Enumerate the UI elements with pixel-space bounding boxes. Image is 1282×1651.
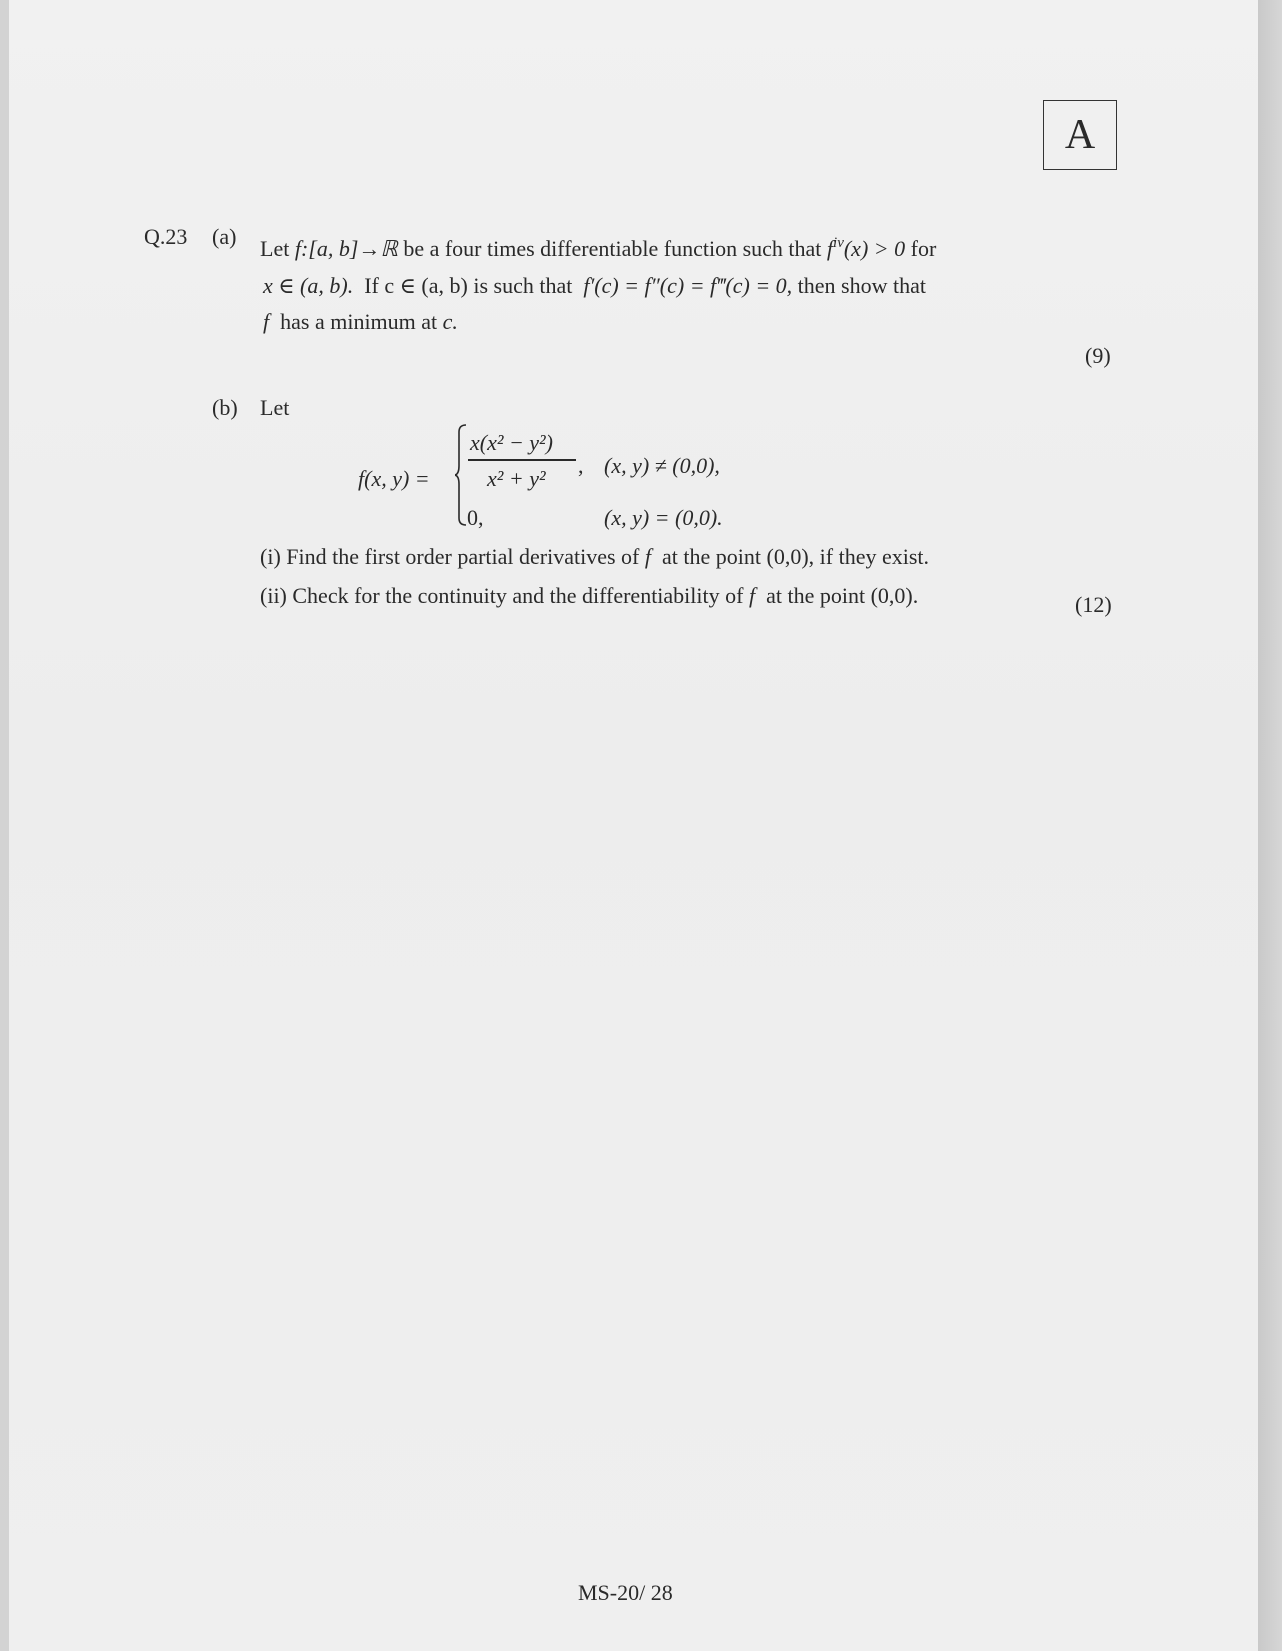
math-if-c: If c ∈ (a, b) xyxy=(364,273,468,298)
math-domain: :[a, b]→ℝ xyxy=(300,236,398,261)
part-b-item-i xyxy=(260,546,929,568)
text-at-the-point: at the point xyxy=(766,583,866,608)
math-x-in-interval: x ∈ (a, b). xyxy=(263,273,354,298)
math-origin: (0,0), xyxy=(766,544,815,569)
set-label: A xyxy=(1064,112,1096,158)
part-a-label: (a) xyxy=(212,224,237,249)
question-number: Q.23 xyxy=(144,224,188,249)
math-c: c. xyxy=(442,309,458,334)
math-derivatives: f′(c) = f″(c) = f‴(c) = 0, xyxy=(583,273,793,298)
part-a-line-1 xyxy=(260,236,936,260)
fraction-comma: , xyxy=(578,453,584,478)
left-brace xyxy=(455,424,467,526)
part-a-line-3 xyxy=(263,311,458,333)
function-lhs: f(x, y) = xyxy=(358,466,430,491)
part-b-marks: (12) xyxy=(1075,592,1112,617)
math-fiv: f xyxy=(826,236,834,261)
text-has-minimum: has a minimum at xyxy=(280,309,438,334)
part-b-label: (b) xyxy=(212,395,238,420)
fraction-bar xyxy=(468,459,576,461)
case-2-value: 0, xyxy=(467,505,484,530)
fraction-denominator: x² + y² xyxy=(487,466,546,491)
math-f: f xyxy=(263,309,270,334)
text-for: for xyxy=(910,236,937,261)
case-2-condition: (x, y) = (0,0). xyxy=(604,505,723,530)
math-f: f xyxy=(748,583,756,608)
part-b-let: Let xyxy=(260,395,290,420)
scan-edge-left xyxy=(0,0,9,1651)
text-such-that: is such that xyxy=(473,273,573,298)
scan-edge-right xyxy=(1258,0,1282,1651)
text-if-exist: if they exist. xyxy=(819,544,930,569)
math-iv-superscript: iv xyxy=(833,235,844,251)
math-f: f xyxy=(644,544,652,569)
set-label-box xyxy=(1043,100,1117,170)
text-differentiable: be a four times differentiable function such that xyxy=(403,236,822,261)
page-footer: MS-20/ 28 xyxy=(578,1580,673,1605)
text-check-continuity: (ii) Check for the continuity and the differentiability of xyxy=(260,583,744,608)
part-b-item-ii xyxy=(260,585,918,607)
part-a-line-2 xyxy=(263,275,926,297)
text-let: Let xyxy=(260,236,290,261)
text-find-partials: (i) Find the first order partial derivatives of xyxy=(260,544,640,569)
math-f: f xyxy=(294,236,301,261)
text-then-show: then show that xyxy=(797,273,926,298)
part-a-marks: (9) xyxy=(1085,343,1111,368)
text-at-the-point: at the point xyxy=(662,544,761,569)
fraction-numerator: x(x² − y²) xyxy=(470,430,553,455)
math-origin: (0,0). xyxy=(870,583,919,608)
case-1-condition: (x, y) ≠ (0,0), xyxy=(604,453,720,478)
math-condition: (x) > 0 xyxy=(843,236,906,261)
